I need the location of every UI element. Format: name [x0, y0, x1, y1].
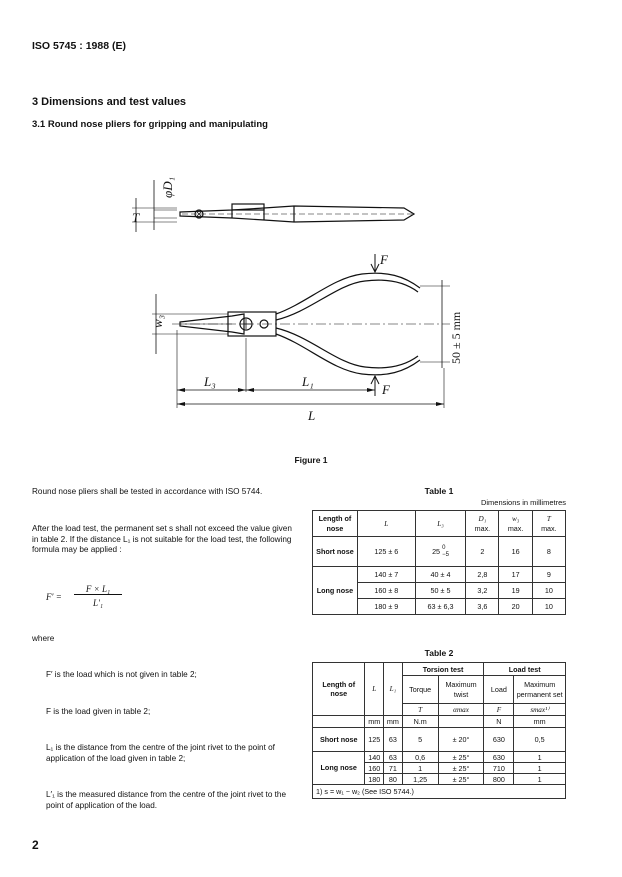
formula-lhs: F′ =	[46, 592, 62, 602]
table-cell: 160	[365, 763, 384, 774]
table-cell: N.m	[402, 716, 438, 728]
label-F-top: F	[380, 252, 388, 267]
definition-L1-prime: L′₁ is the measured distance from the centre of the joint rivet to the point of application of the load.	[46, 790, 287, 810]
table2-header-torque: Torque	[402, 676, 438, 704]
table1-header-L: L	[357, 511, 415, 537]
table-cell: 800	[484, 774, 514, 785]
table-cell: 71	[384, 763, 403, 774]
table1-header-D1: D₁ max.	[466, 511, 499, 537]
table-cell: 180	[365, 774, 384, 785]
table-cell: 3,2	[466, 583, 499, 599]
table-cell: 20	[499, 599, 532, 615]
table-cell: 140 ± 7	[357, 567, 415, 583]
table-cell	[313, 716, 365, 728]
table-cell: 0,6	[402, 752, 438, 763]
table-cell: 125 ± 6	[357, 537, 415, 567]
table1-caption: Table 1	[424, 486, 454, 496]
table2-header-max-set: Maximum permanent set	[514, 676, 566, 704]
table1-row-long-1	[313, 567, 566, 583]
table2-caption: Table 2	[424, 648, 454, 658]
table2-sym-torque: T	[402, 704, 438, 716]
table-cell: 140	[365, 752, 384, 763]
table-cell: 10	[532, 599, 565, 615]
table-cell: 1	[514, 763, 566, 774]
definition-L1: L₁ is the distance from the centre of the joint rivet to the point of application of the load given in table 2;	[46, 743, 275, 763]
table-cell: N	[484, 716, 514, 728]
table-cell: 17	[499, 567, 532, 583]
table-cell: 25 0 −5	[415, 537, 466, 567]
label-L: L	[308, 408, 316, 423]
table1-units-note: Dimensions in millimetres	[480, 498, 566, 507]
pliers-side-view	[180, 204, 414, 222]
table-cell: 16	[499, 537, 532, 567]
table-cell: 180 ± 9	[357, 599, 415, 615]
table2-footnote: 1) s = w₁ − w₂ (See ISO 5744.)	[313, 785, 566, 799]
table-cell: 1	[514, 752, 566, 763]
table2-header-load: Load test	[484, 663, 566, 676]
table2-header-L1: L₁	[384, 663, 403, 716]
label-50mm: 50 ± 5 mm	[449, 311, 463, 364]
table-cell: ± 25°	[438, 752, 484, 763]
table-cell: 80	[384, 774, 403, 785]
definition-F: F is the load given in table 2;	[46, 707, 151, 716]
table2-row-long-1	[313, 752, 566, 763]
table1-header-T: T max.	[532, 511, 565, 537]
subsection-title: 3.1 Round nose pliers for gripping and manipulating	[32, 119, 268, 130]
table-cell: 710	[484, 763, 514, 774]
figure-caption: Figure 1	[294, 455, 328, 465]
table-cell: 125	[365, 728, 384, 752]
table-cell: Long nose	[313, 567, 358, 615]
table-cell: Short nose	[313, 728, 365, 752]
table-cell: Long nose	[313, 752, 365, 785]
label-D1: φD₁	[160, 176, 175, 198]
table-cell: 10	[532, 583, 565, 599]
formula-numerator: F × L₁	[74, 584, 122, 595]
table-cell: 50 ± 5	[415, 583, 466, 599]
formula	[46, 584, 166, 614]
table2-header-torsion: Torsion test	[402, 663, 484, 676]
table-cell: ± 25°	[438, 763, 484, 774]
paragraph-test-reference: Round nose pliers shall be tested in accordance with ISO 5744.	[32, 487, 263, 496]
table2-header-max-twist: Maximum twist	[438, 676, 484, 704]
label-L3: L₃	[204, 374, 216, 389]
document-header: ISO 5745 : 1988 (E)	[32, 40, 126, 52]
table1-header-w3: w₃ max.	[499, 511, 532, 537]
table-cell: 40 ± 4	[415, 567, 466, 583]
table-cell: 5	[402, 728, 438, 752]
table-cell: 9	[532, 567, 565, 583]
table-cell: 1	[402, 763, 438, 774]
figure-pliers-drawing	[32, 168, 592, 438]
table-cell: 63 ± 6,3	[415, 599, 466, 615]
table2-header-load-col: Load	[484, 676, 514, 704]
table-cell: 19	[499, 583, 532, 599]
page-number: 2	[32, 838, 39, 852]
table-cell: 160 ± 8	[357, 583, 415, 599]
table2-sym-set: smax¹⁾	[514, 704, 566, 716]
where-label: where	[32, 634, 55, 643]
table2-header-L: L	[365, 663, 384, 716]
label-L1: L₁	[302, 374, 314, 389]
table-cell: 1	[514, 774, 566, 785]
table-cell: ± 25°	[438, 774, 484, 785]
table-cell: 630	[484, 728, 514, 752]
table1-header-L3: L₃	[415, 511, 466, 537]
table-cell: 2	[466, 537, 499, 567]
table-cell: 630	[484, 752, 514, 763]
table2-units-row	[313, 716, 566, 728]
table-cell: 2,8	[466, 567, 499, 583]
table1-header-length: Length of nose	[313, 511, 358, 537]
table-cell: 0,5	[514, 728, 566, 752]
label-T: T	[132, 210, 140, 225]
table-cell: ± 20°	[438, 728, 484, 752]
table1	[312, 510, 566, 615]
definition-F-prime: F′ is the load which is not given in table 2;	[46, 670, 197, 679]
table2-row-short	[313, 728, 566, 752]
table2-sym-twist: αmax	[438, 704, 484, 716]
table-cell: Short nose	[313, 537, 358, 567]
label-F-bottom: F	[382, 382, 390, 397]
table-cell: 8	[532, 537, 565, 567]
table-cell: mm	[514, 716, 566, 728]
section-title: 3 Dimensions and test values	[32, 96, 187, 108]
table1-row-short	[313, 537, 566, 567]
label-w3: w₃	[150, 314, 165, 328]
paragraph-load-test: After the load test, the permanent set s shall not exceed the value given in table 2. If the distance L₁ is not suitable for the load test, the following formula may be applied :	[32, 524, 292, 554]
table-cell: 63	[384, 752, 403, 763]
pliers-top-view	[172, 273, 450, 375]
table-cell	[438, 716, 484, 728]
table-cell: 3,6	[466, 599, 499, 615]
table-cell: 63	[384, 728, 403, 752]
table-cell: mm	[365, 716, 384, 728]
table2	[312, 662, 566, 799]
table-cell: mm	[384, 716, 403, 728]
formula-denominator: L′₁	[92, 598, 104, 608]
table2-header-length: Length of nose	[313, 663, 365, 716]
table-cell: 1,25	[402, 774, 438, 785]
table2-sym-load: F	[484, 704, 514, 716]
